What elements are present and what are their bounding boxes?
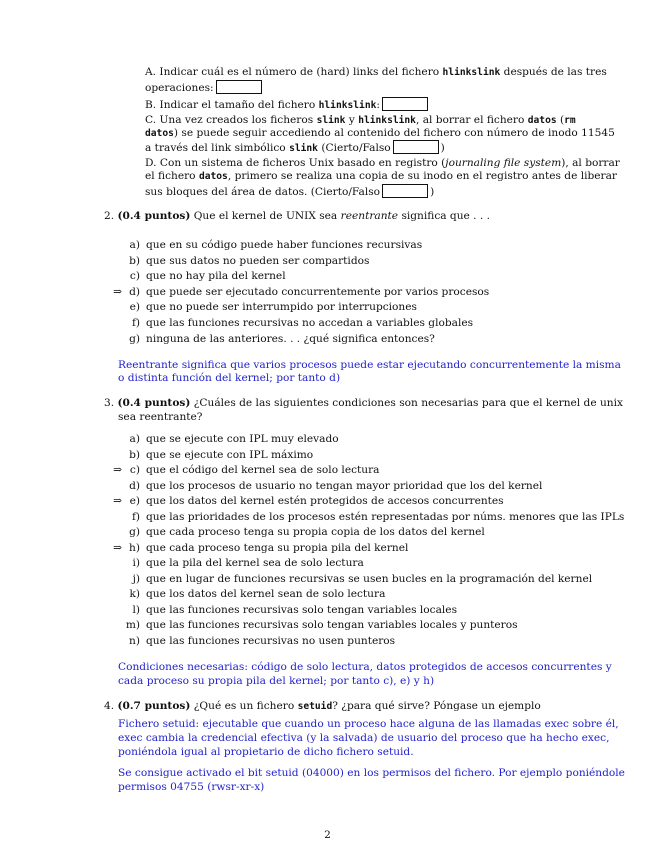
option-label: h) [129, 541, 140, 554]
option-text: que las prioridades de los procesos estén representadas por núms. menores que las IPLs [146, 510, 625, 523]
answer-box-C[interactable] [393, 140, 439, 154]
q3-header-line2: sea reentrante? [118, 411, 203, 423]
answer-box-A[interactable] [216, 80, 262, 94]
q2-answer-line2: o distinta función del kernel; por tanto d) [118, 372, 341, 384]
correct-arrow-icon: ⇒ [113, 464, 122, 476]
q1-C-line2: datos) se puede seguir accediendo al contenido del fichero con número de inodo 11545 [145, 127, 615, 139]
q1-B-line: B. Indicar el tamaño del fichero hlinkslink: [145, 97, 430, 112]
option-text: que los datos del kernel estén protegidos de accesos concurrentes [146, 495, 504, 507]
option-label: e) [129, 301, 140, 314]
option-text: que las funciones recursivas no usen punteros [146, 634, 396, 647]
option-text: que cada proceso tenga su propia pila del kernel [146, 541, 409, 554]
option-label: j) [132, 572, 140, 585]
q1-D-line2: el fichero datos, primero se realiza una copia de su inodo en el registro antes de liberar [145, 170, 617, 182]
option-label: b) [129, 254, 140, 267]
q3-answer-line1: Condiciones necesarias: código de solo lectura, datos protegidos de accesos concurrentes y [118, 661, 612, 673]
option-label: d) [129, 479, 140, 492]
q4-answer2-line1: Se consigue activado el bit setuid (04000) en los permisos del fichero. Por ejemplo poniéndole [118, 767, 625, 779]
q1-A-line2: operaciones: [145, 80, 264, 95]
q1-D-line1: D. Con un sistema de ficheros Unix basado en registro (journaling file system), al borrar [145, 157, 620, 169]
option-label: a) [129, 433, 140, 445]
option-label: c) [129, 464, 140, 476]
q4-answer2-line2: permisos 04755 (rwsr-xr-x) [118, 781, 265, 793]
option-label: a) [129, 239, 140, 251]
q2-header: 2. (0.4 puntos) Que el kernel de UNIX sea reentrante significa que . . . [104, 210, 491, 222]
answer-box-D[interactable] [382, 184, 428, 198]
q1-A-line1: A. Indicar cuál es el número de (hard) links del fichero hlinkslink después de las tres [145, 66, 607, 78]
answer-box-B[interactable] [382, 97, 428, 111]
q1-C-line3: a través del link simbólico slink (Cierto/Falso ) [145, 142, 445, 154]
option-text: que las funciones recursivas no accedan a variables globales [146, 317, 474, 329]
option-text: que las funciones recursivas solo tengan variables locales y punteros [146, 619, 518, 631]
option-text: que el código del kernel sea de solo lectura [146, 464, 380, 476]
q1-C-line1: C. Una vez creados los ficheros slink y hlinkslink, al borrar el fichero datos (rm [145, 114, 576, 126]
q3-header-line1: 3. (0.4 puntos) ¿Cuáles de las siguientes condiciones son necesarias para que el kernel de unix [104, 397, 623, 409]
q4-answer1-line1: Fichero setuid: ejecutable que cuando un proceso hace alguna de las llamadas exec sobre él, [118, 718, 619, 730]
option-text: que los procesos de usuario no tengan mayor prioridad que los del kernel [146, 479, 543, 492]
option-label: k) [129, 588, 140, 600]
q4-answer1-line3: poniéndola igual al propietario de dicho fichero setuid. [118, 746, 414, 758]
option-text: que la pila del kernel sea de solo lectura [146, 557, 364, 569]
q4-answer1-line2: exec cambia la credencial efectiva (y la salvada) de usuario del proceso que ha hecho exec, [118, 732, 610, 744]
option-label: n) [129, 634, 140, 647]
correct-arrow-icon: ⇒ [113, 541, 122, 554]
option-text: que se ejecute con IPL muy elevado [146, 433, 339, 445]
option-text: que puede ser ejecutado concurrentemente por varios procesos [146, 285, 490, 298]
option-label: e) [129, 495, 140, 507]
option-label: g) [129, 526, 140, 538]
option-text: que sus datos no pueden ser compartidos [146, 254, 370, 267]
option-text: que no hay pila del kernel [146, 270, 286, 283]
option-label: g) [129, 332, 140, 345]
option-text: que no puede ser interrumpido por interrupciones [146, 301, 417, 314]
option-label: m) [125, 619, 140, 631]
option-text: que en lugar de funciones recursivas se usen bucles en la programación del kernel [146, 572, 593, 585]
option-label: c) [129, 270, 140, 283]
q4-header: 4. (0.7 puntos) ¿Qué es un fichero setuid? ¿para qué sirve? Póngase un ejemplo [104, 700, 541, 712]
option-label: f) [131, 510, 140, 523]
option-text: que cada proceso tenga su propia copia de los datos del kernel [146, 526, 485, 538]
page-number: 2 [324, 829, 331, 841]
q1-D-line3: sus bloques del área de datos. (Cierto/Falso ) [145, 186, 435, 198]
option-text: que se ejecute con IPL máximo [146, 448, 314, 461]
correct-arrow-icon: ⇒ [113, 495, 122, 507]
option-label: i) [132, 557, 140, 569]
q2-answer-line1: Reentrante significa que varios procesos puede estar ejecutando concurrentemente la misma [118, 359, 621, 371]
option-text: que las funciones recursivas solo tengan variables locales [146, 603, 457, 616]
option-label: d) [129, 285, 140, 298]
option-text: que en su código puede haber funciones recursivas [146, 239, 423, 251]
option-label: b) [129, 448, 140, 461]
option-label: l) [132, 603, 140, 616]
option-text: ninguna de las anteriores. . . ¿qué significa entonces? [146, 332, 435, 345]
q3-answer-line2: cada proceso su propia pila del kernel; por tanto c), e) y h) [118, 675, 435, 687]
correct-arrow-icon: ⇒ [113, 285, 122, 298]
option-text: que los datos del kernel sean de solo lectura [146, 588, 386, 600]
option-label: f) [131, 317, 140, 329]
